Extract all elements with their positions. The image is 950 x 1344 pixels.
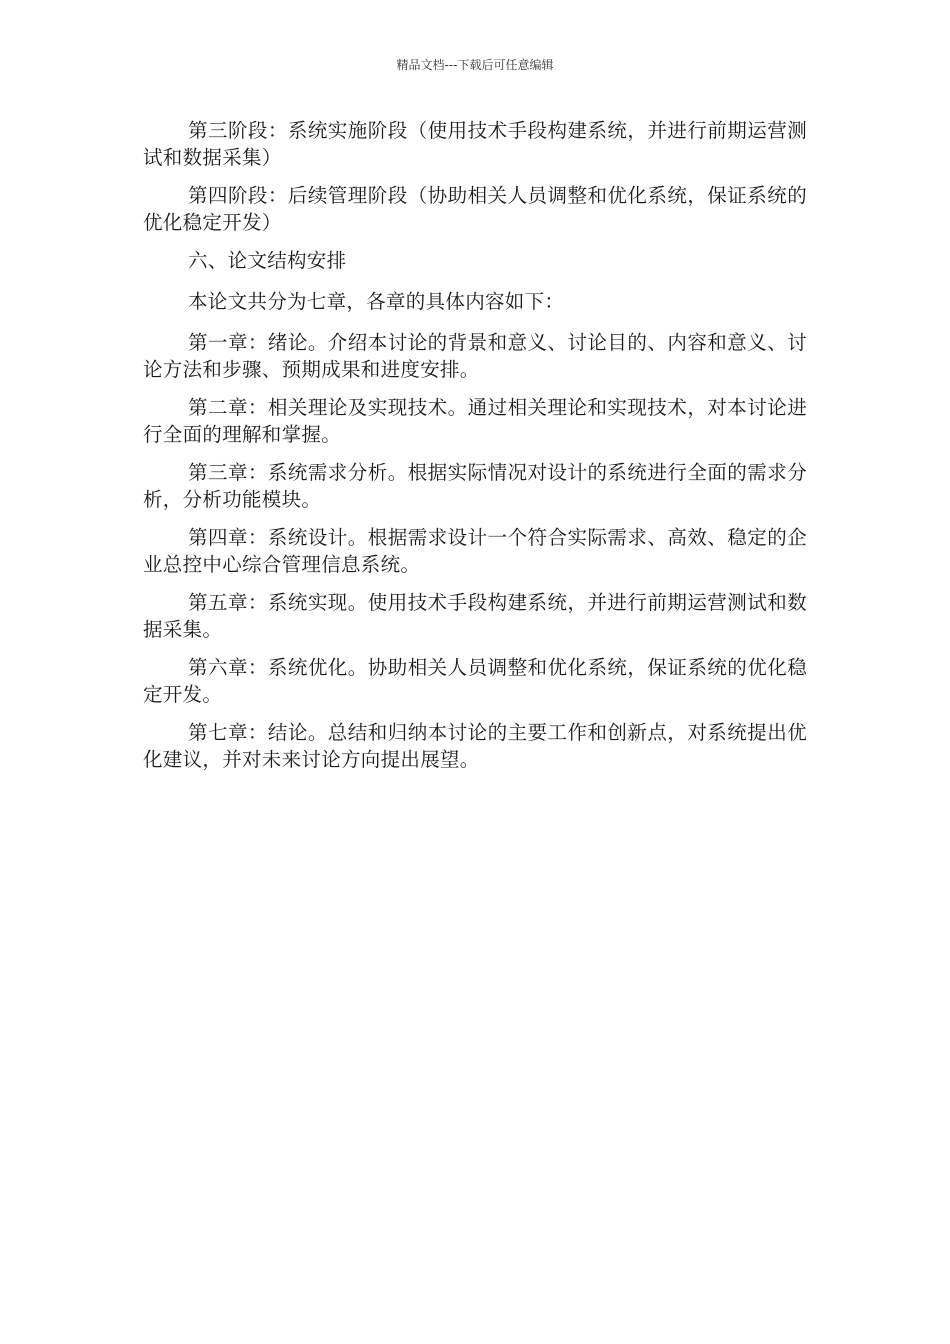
paragraph-chapter-three: 第三章：系统需求分析。根据实际情况对设计的系统进行全面的需求分析，分析功能模块。 xyxy=(143,461,807,511)
paragraph-chapter-six: 第六章：系统优化。协助相关人员调整和优化系统，保证系统的优化稳定开发。 xyxy=(143,656,807,706)
paragraph-chapter-four: 第四章：系统设计。根据需求设计一个符合实际需求、高效、稳定的企业总控中心综合管理信息系统。 xyxy=(143,526,807,576)
page-header: 精品文档---下载后可任意编辑 xyxy=(396,58,554,72)
paragraph-chapter-two: 第二章：相关理论及实现技术。通过相关理论和实现技术，对本讨论进行全面的理解和掌握。 xyxy=(143,396,807,446)
paragraph-phase-three: 第三阶段：系统实施阶段（使用技术手段构建系统，并进行前期运营测试和数据采集） xyxy=(143,119,807,169)
document-body xyxy=(143,117,807,784)
paragraph-structure-intro: 本论文共分为七章，各章的具体内容如下： xyxy=(188,290,565,313)
paragraph-phase-four: 第四阶段：后续管理阶段（协助相关人员调整和优化系统，保证系统的优化稳定开发） xyxy=(143,184,807,234)
paragraph-chapter-five: 第五章：系统实现。使用技术手段构建系统，并进行前期运营测试和数据采集。 xyxy=(143,591,807,641)
section-heading-thesis-structure: 六、论文结构安排 xyxy=(188,249,347,272)
paragraph-chapter-one: 第一章：绪论。介绍本讨论的背景和意义、讨论目的、内容和意义、讨论方法和步骤、预期成果和进度安排。 xyxy=(143,331,807,381)
paragraph-chapter-seven: 第七章：结论。总结和归纳本讨论的主要工作和创新点，对系统提出优化建议，并对未来讨论方向提出展望。 xyxy=(143,721,807,771)
